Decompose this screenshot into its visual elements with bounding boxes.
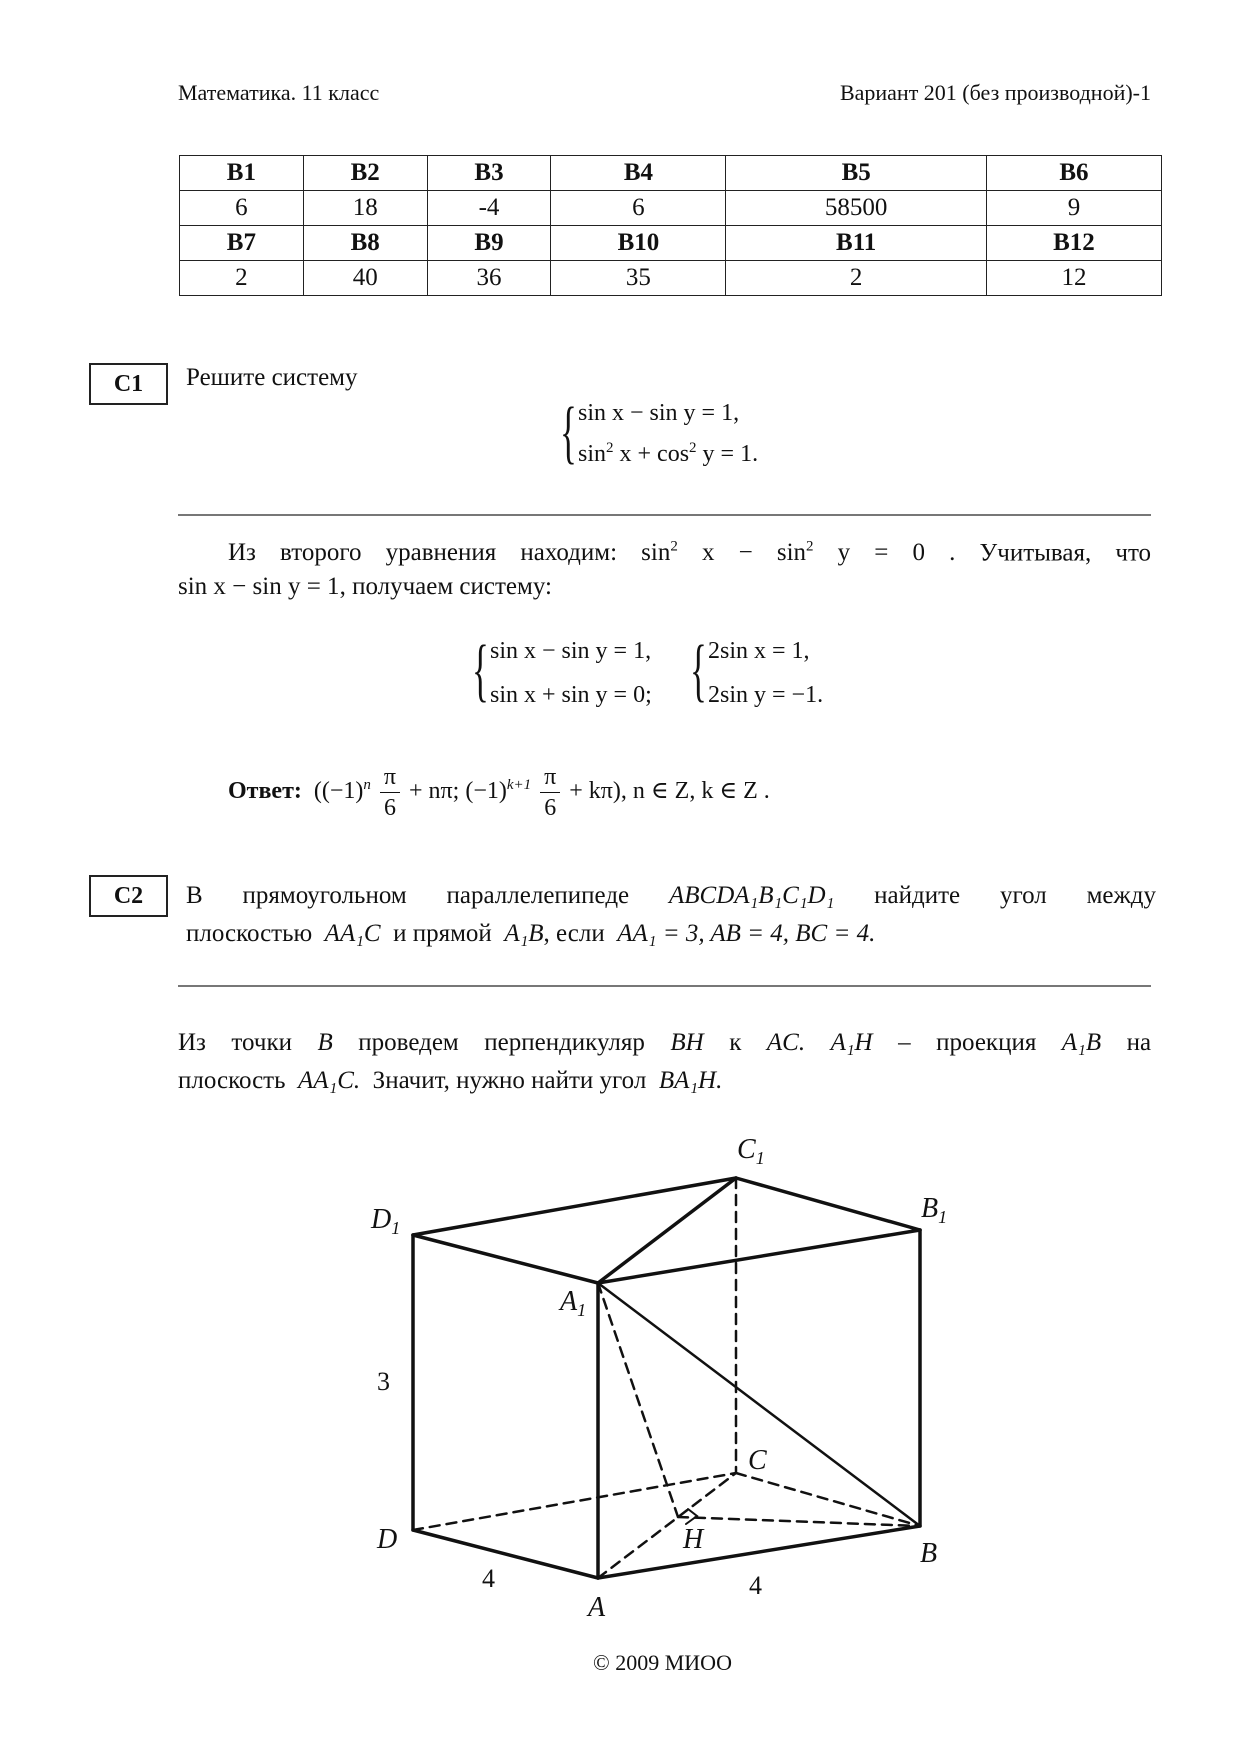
- edge-a1b1: [598, 1230, 920, 1283]
- eq-zero: $\sin^2 x - \sin^2 y = 0$ .: [641, 539, 956, 567]
- table-cell: B10: [551, 226, 726, 261]
- table-cell: -4: [427, 191, 551, 226]
- c2-line: A₁B: [504, 920, 544, 947]
- c2-solution-line1: Из точки B проведем перпендикуляр BH к AC. A₁H – проекция A₁B на: [178, 1029, 1152, 1056]
- table-cell: B6: [986, 156, 1161, 191]
- label-d1: $D_1$: [371, 1204, 401, 1238]
- table-cell: 35: [551, 261, 726, 296]
- c2-text: , если: [543, 920, 605, 947]
- table-cell: B12: [986, 226, 1161, 261]
- copyright: © 2009 МИОО: [593, 1650, 732, 1675]
- label-d: D: [377, 1524, 398, 1555]
- c1-prompt: Решите систему: [186, 364, 358, 391]
- fraction-pi-6: $\frac{\pi}{6}$: [380, 762, 400, 823]
- table-cell: B8: [303, 226, 427, 261]
- ans-part3: + kπ), n ∈ Z, k ∈ Z .: [569, 778, 770, 805]
- table-cell: B3: [427, 156, 551, 191]
- table-cell: B5: [726, 156, 986, 191]
- table-cell: 18: [303, 191, 427, 226]
- eq2-mid: x + cos: [619, 441, 690, 467]
- edge-cb: [736, 1473, 920, 1526]
- eq2-end: y = 1.: [702, 441, 759, 467]
- sin: sin: [578, 441, 607, 467]
- fraction-pi-6: $\frac{\pi}{6}$: [540, 762, 560, 823]
- table-cell: 9: [986, 191, 1161, 226]
- table-cell: B9: [427, 226, 551, 261]
- problem-label-c2: С2: [89, 875, 168, 917]
- edge-da: [413, 1530, 598, 1578]
- sys-b-eq1: 2sin x = 1,: [708, 638, 810, 664]
- brace: {: [560, 394, 577, 471]
- dim-height: 3: [377, 1367, 390, 1396]
- sys-a-eq1: sin x − sin y = 1,: [490, 638, 652, 664]
- we-get: , получаем систему:: [339, 573, 552, 600]
- dim-ad: 4: [482, 1564, 495, 1593]
- table-cell: 40: [303, 261, 427, 296]
- edge-dc: [413, 1473, 736, 1530]
- diag-ac: [598, 1473, 736, 1578]
- brace: {: [472, 632, 489, 709]
- ans-k1: k+1: [506, 777, 532, 794]
- c1-system-eq2: $\sin^2 x + \cos^2 y = 1$.: [578, 440, 759, 467]
- table-cell: 58500: [726, 191, 986, 226]
- edge-d1c1: [413, 1178, 736, 1235]
- solution-intro: Из второго уравнения находим:: [228, 539, 618, 567]
- table-cell: B4: [551, 156, 726, 191]
- table-cell: B7: [180, 226, 304, 261]
- c2-text: плоскостью: [186, 920, 313, 947]
- label-c1: $C_1$: [737, 1134, 765, 1168]
- ans-part2: + nπ; (−1): [409, 778, 507, 805]
- considering: Учитывая, что: [979, 539, 1152, 567]
- table-cell: B2: [303, 156, 427, 191]
- table-cell: 6: [551, 191, 726, 226]
- sys-a-eq2: sin x + sin y = 0;: [490, 682, 652, 708]
- c2-given: AA₁ = 3, AB = 4, BC = 4.: [617, 920, 876, 947]
- segment-bh: [678, 1517, 920, 1526]
- label-c: C: [748, 1445, 767, 1476]
- label-b1: $B_1$: [921, 1193, 948, 1227]
- table-cell: B11: [726, 226, 986, 261]
- c2-solution-line2: плоскость AA₁C. Значит, нужно найти угол BA₁H.: [178, 1067, 723, 1094]
- table-cell: 6: [180, 191, 304, 226]
- label-a: A: [588, 1592, 606, 1623]
- table-cell: 12: [986, 261, 1161, 296]
- table-cell: 2: [726, 261, 986, 296]
- ans-part1: ((−1): [313, 778, 364, 805]
- header-subject: Математика. 11 класс: [178, 80, 380, 105]
- table-cell: 2: [180, 261, 304, 296]
- header-variant: Вариант 201 (без производной)-1: [839, 80, 1151, 105]
- edge-d1a1: [413, 1235, 598, 1283]
- ans-n: n: [363, 777, 371, 794]
- c2-text: и прямой: [393, 920, 492, 947]
- diag-a1c1: [598, 1178, 736, 1283]
- c2-figure-name: ABCDA₁B₁C₁D₁: [668, 882, 835, 909]
- c1-system-eq1: sin x − sin y = 1,: [578, 400, 740, 426]
- label-a1: $A_1$: [560, 1286, 587, 1320]
- table-cell: B1: [180, 156, 304, 191]
- c2-plane: AA₁C: [324, 920, 381, 947]
- segment-a1b: [598, 1283, 920, 1526]
- problem-label-c1: С1: [89, 363, 168, 405]
- c2-text: В прямоугольном параллелепипеде: [186, 882, 630, 909]
- answer-label: Ответ:: [228, 778, 302, 805]
- label-b: B: [920, 1538, 938, 1569]
- dim-ab: 4: [749, 1571, 762, 1600]
- label-h: H: [683, 1524, 704, 1555]
- segment-a1h: [598, 1283, 678, 1517]
- brace: {: [690, 632, 707, 709]
- sys-b-eq2: 2sin y = −1.: [708, 682, 824, 708]
- c2-text: найдите угол между: [874, 882, 1156, 909]
- given-eq: sin x − sin y = 1: [178, 573, 340, 600]
- edge-c1b1: [736, 1178, 920, 1230]
- table-cell: 36: [427, 261, 551, 296]
